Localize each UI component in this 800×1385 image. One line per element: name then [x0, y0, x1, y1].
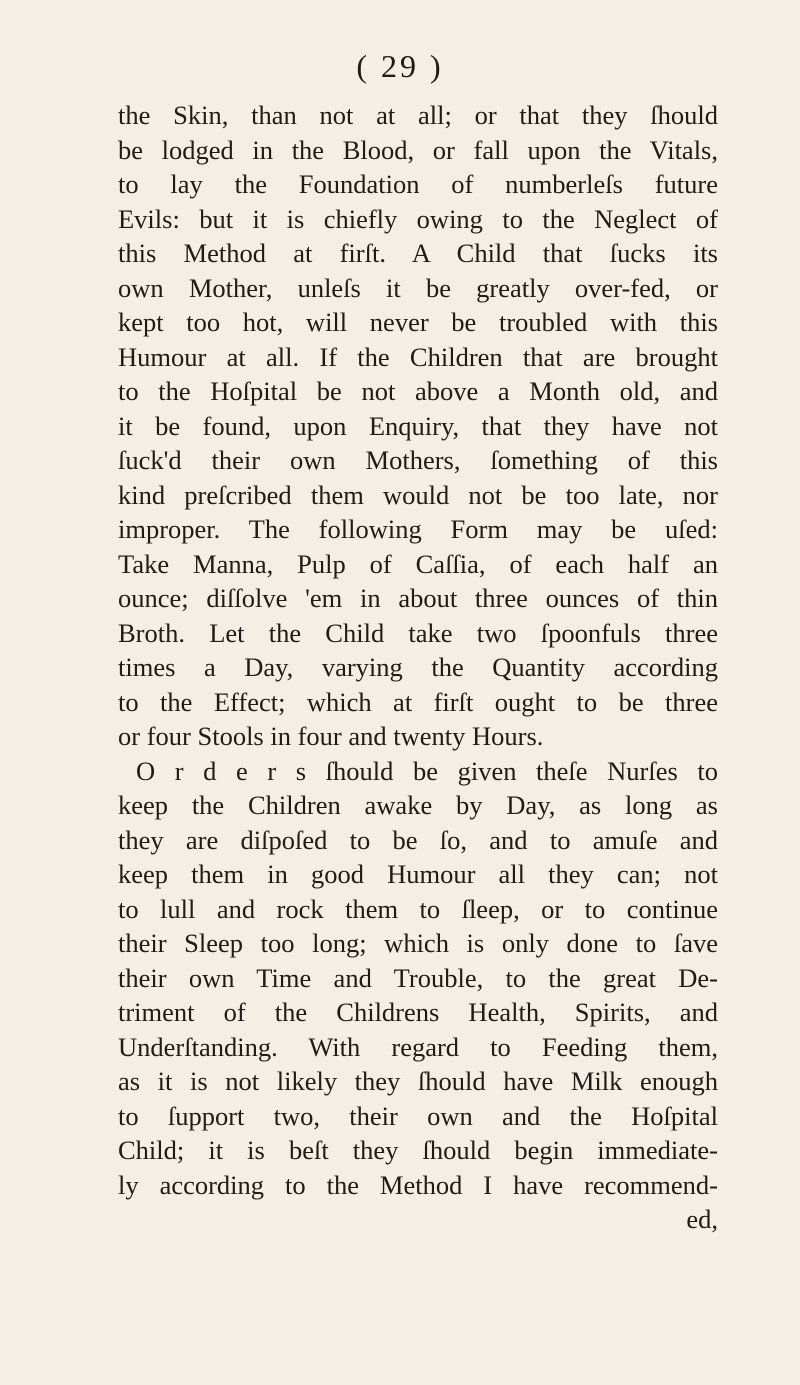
text-line: ounce; diſſolve 'em in about three ounces of thin	[118, 583, 718, 613]
text-line: ly according to the Method I have recommend-	[118, 1169, 718, 1200]
text-line: the Skin, than not at all; or that they ſhould	[118, 100, 718, 130]
text-line: Evils: but it is chiefly owing to the Neglect of	[118, 203, 718, 234]
text-line: to ſupport two, their own and the Hoſpital	[118, 1100, 718, 1131]
body-text	[118, 98, 718, 1237]
text-line: keep the Children awake by Day, as long as	[118, 790, 718, 820]
text-line: Take Manna, Pulp of Caſſia, of each half an	[118, 548, 718, 579]
text-line: to lay the Foundation of numberleſs future	[118, 169, 718, 199]
text-line: own Mother, unleſs it be greatly over-fed, or	[118, 272, 718, 303]
text-line: kind preſcribed them would not be too late, nor	[118, 479, 718, 510]
text-line: as it is not likely they ſhould have Milk enough	[118, 1066, 718, 1096]
text-line: they are diſpoſed to be ſo, and to amuſe and	[118, 824, 718, 855]
text-line: their Sleep too long; which is only done to ſave	[118, 928, 718, 958]
text-line: Broth. Let the Child take two ſpoonfuls three	[118, 617, 718, 648]
text-line: ſuck'd their own Mothers, ſomething of this	[118, 445, 718, 475]
text-line: Child; it is beſt they ſhould begin immediate-	[118, 1135, 718, 1165]
text-line: to the Effect; which at firſt ought to be three	[118, 686, 718, 717]
text-line: O r d e r s ſhould be given theſe Nurſes to	[136, 755, 718, 786]
text-line: or four Stools in four and twenty Hours.	[118, 721, 544, 751]
text-line: be lodged in the Blood, or fall upon the Vitals,	[118, 134, 718, 165]
text-line: Underſtanding. With regard to Feeding them,	[118, 1031, 718, 1062]
text-line: times a Day, varying the Quantity according	[118, 652, 718, 682]
text-line: improper. The following Form may be uſed:	[118, 514, 718, 544]
text-line: this Method at firſt. A Child that ſucks its	[118, 238, 718, 268]
text-line: triment of the Childrens Health, Spirits, and	[118, 997, 718, 1027]
catchword: ed,	[686, 1204, 718, 1234]
text-line: keep them in good Humour all they can; not	[118, 859, 718, 889]
text-line: it be found, upon Enquiry, that they have not	[118, 410, 718, 441]
text-line: to the Hoſpital be not above a Month old, and	[118, 376, 718, 406]
page-number: ( 29 )	[356, 48, 444, 84]
text-line: Humour at all. If the Children that are brought	[118, 341, 718, 372]
text-line: to lull and rock them to ſleep, or to continue	[118, 893, 718, 924]
text-line: kept too hot, will never be troubled with this	[118, 307, 718, 337]
text-line: their own Time and Trouble, to the great De-	[118, 962, 718, 993]
